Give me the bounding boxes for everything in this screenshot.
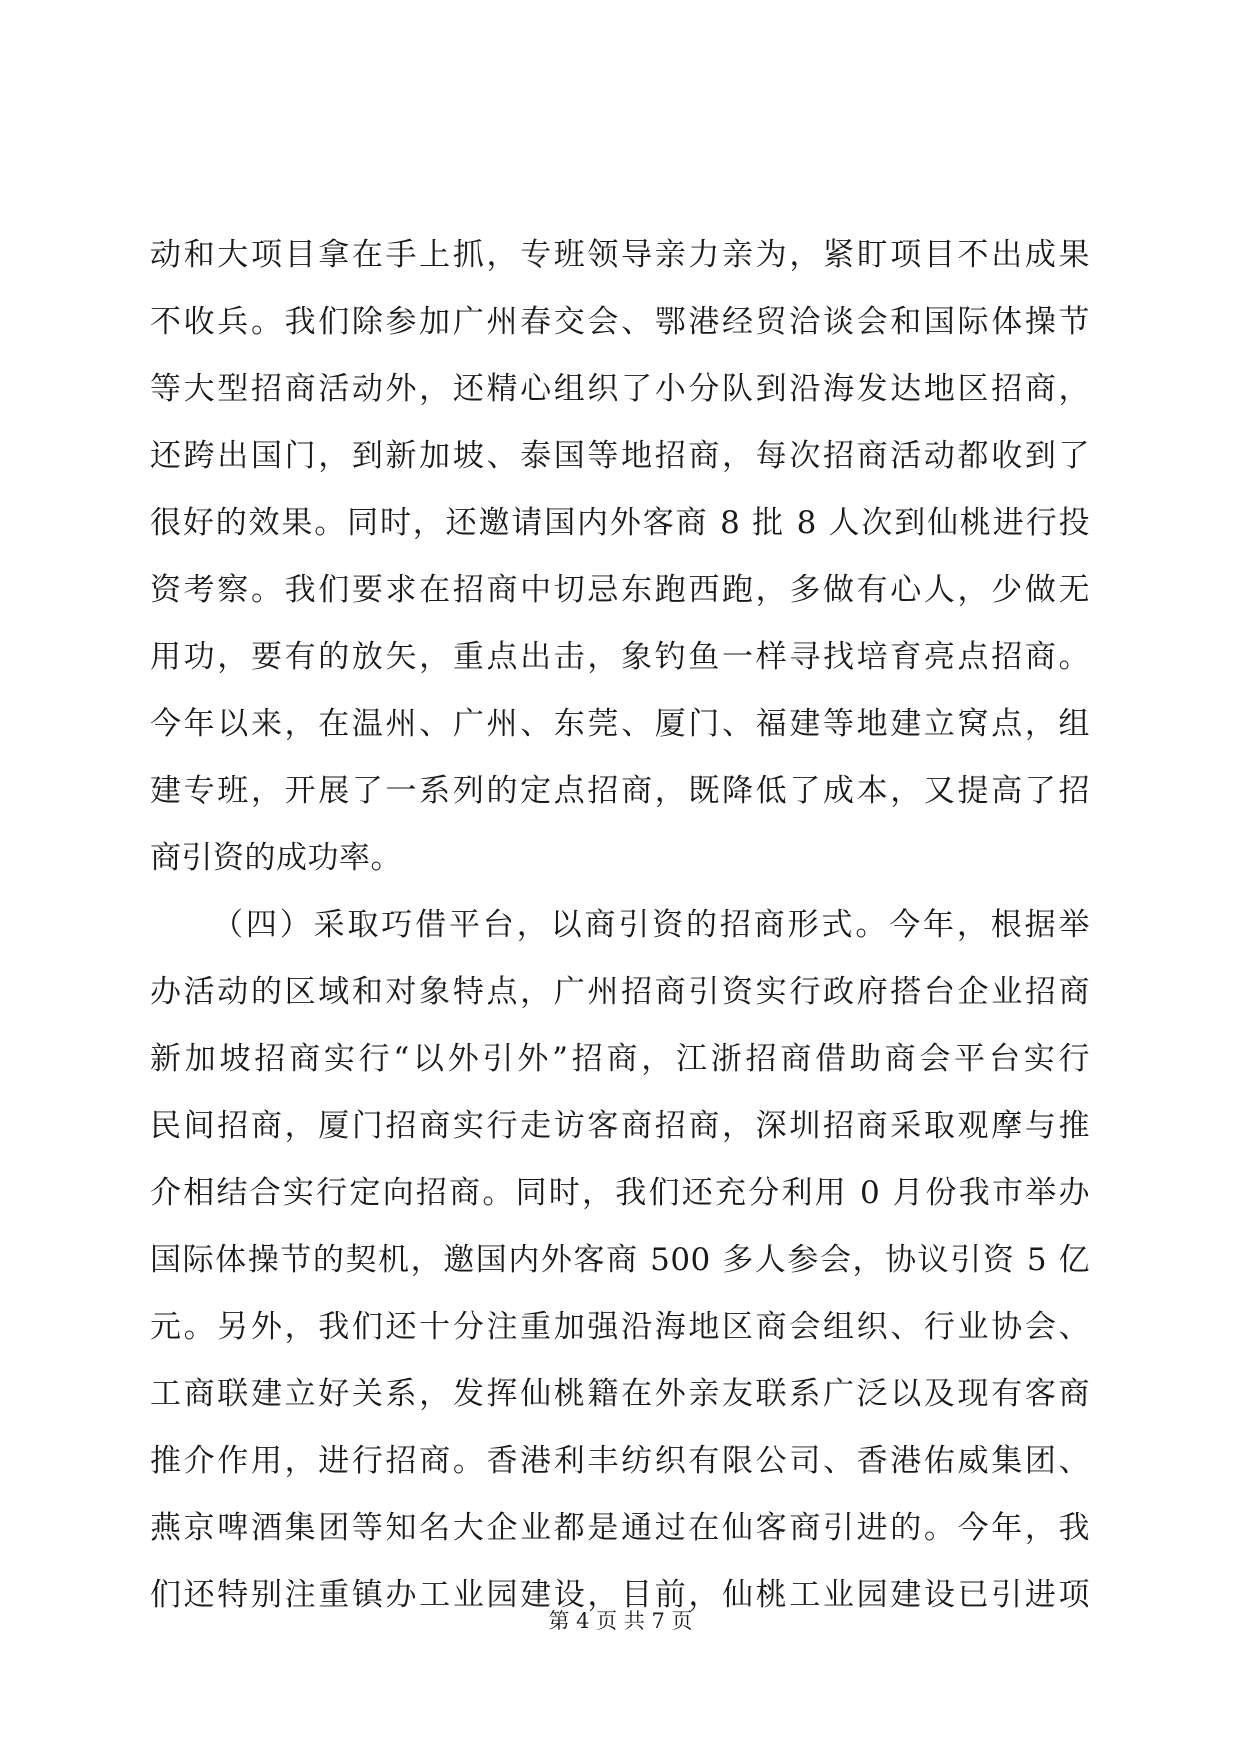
text-line: 国际体操节的契机，邀国内外客商 500 多人参会，协议引资 5 亿 [150, 1242, 1090, 1278]
text-line: （四）采取巧借平台，以商引资的招商形式。今年，根据举 [212, 907, 1090, 943]
text-line: 推介作用，进行招商。香港利丰纺织有限公司、香港佑威集团、 [150, 1443, 1090, 1479]
text-line: 商引资的成功率。 [150, 840, 402, 876]
text-line: 新加坡招商实行“以外引外”招商，江浙招商借助商会平台实行 [150, 1041, 1090, 1077]
text-line: 工商联建立好关系，发挥仙桃籍在外亲友联系广泛以及现有客商 [150, 1376, 1090, 1412]
text-line: 元。另外，我们还十分注重加强沿海地区商会组织、行业协会、 [150, 1309, 1090, 1345]
text-line: 动和大项目拿在手上抓，专班领导亲力亲为，紧盯项目不出成果 [150, 237, 1090, 273]
page-number-footer: 第 4 页 共 7 页 [548, 1609, 693, 1633]
text-line: 很好的效果。同时，还邀请国内外客商 8 批 8 人次到仙桃进行投 [150, 505, 1090, 541]
text-line: 资考察。我们要求在招商中切忌东跑西跑，多做有心人，少做无 [150, 572, 1090, 608]
text-line: 介相结合实行定向招商。同时，我们还充分利用 0 月份我市举办 [150, 1175, 1090, 1211]
text-line: 燕京啤酒集团等知名大企业都是通过在仙客商引进的。今年，我 [150, 1510, 1090, 1546]
body-text [150, 222, 1090, 1629]
text-line: 们还特别注重镇办工业园建设，目前，仙桃工业园建设已引进项 [150, 1577, 1090, 1613]
text-line: 等大型招商活动外，还精心组织了小分队到沿海发达地区招商， [150, 371, 1090, 407]
text-line: 建专班，开展了一系列的定点招商，既降低了成本，又提高了招 [150, 773, 1090, 809]
text-line: 还跨出国门，到新加坡、泰国等地招商，每次招商活动都收到了 [150, 438, 1090, 474]
text-line: 用功，要有的放矢，重点出击，象钓鱼一样寻找培育亮点招商。 [150, 639, 1090, 675]
text-line: 民间招商，厦门招商实行走访客商招商，深圳招商采取观摩与推 [150, 1108, 1090, 1144]
text-line: 今年以来，在温州、广州、东莞、厦门、福建等地建立窝点，组 [150, 706, 1090, 742]
text-line: 办活动的区域和对象特点，广州招商引资实行政府搭台企业招商 [150, 974, 1090, 1010]
text-line: 不收兵。我们除参加广州春交会、鄂港经贸洽谈会和国际体操节 [150, 304, 1090, 340]
